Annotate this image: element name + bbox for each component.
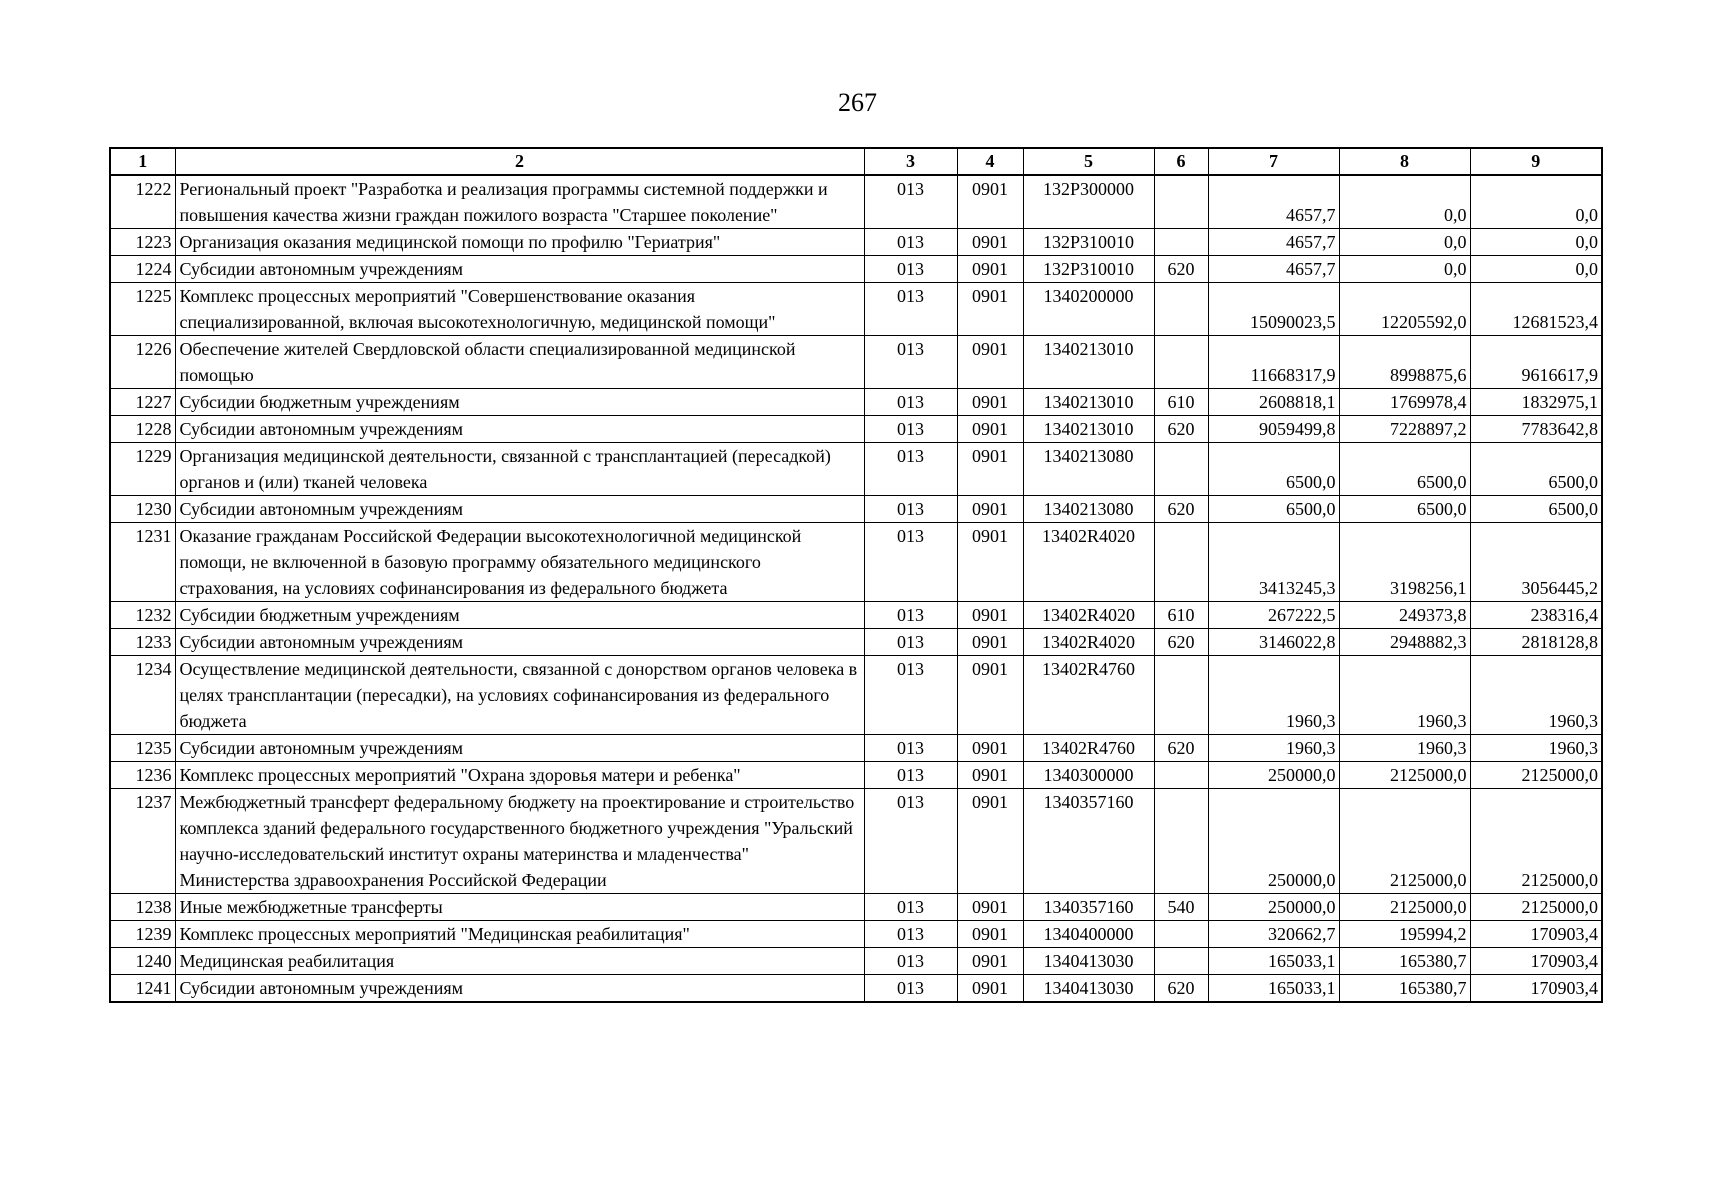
table-row (110, 921, 1602, 948)
cell-col-3: 013 (864, 894, 957, 921)
cell-col-5: 1340357160 (1023, 789, 1154, 894)
table-row (110, 762, 1602, 789)
table-row (110, 656, 1602, 735)
row-number: 1222 (110, 175, 175, 229)
table-row (110, 336, 1602, 389)
row-name: Оказание гражданам Российской Федерации высокотехнологичной медицинской помощи, не включенной в базовую программу обязательного медицинского страхования, на условиях софинансирования из федерального бюджета (175, 523, 864, 602)
cell-col-5: 1340213010 (1023, 416, 1154, 443)
cell-col-7: 6500,0 (1208, 496, 1339, 523)
row-name: Субсидии бюджетным учреждениям (175, 602, 864, 629)
cell-col-3: 013 (864, 948, 957, 975)
cell-col-9: 2125000,0 (1470, 762, 1602, 789)
cell-col-7: 3146022,8 (1208, 629, 1339, 656)
cell-col-3: 013 (864, 789, 957, 894)
cell-col-5: 1340413030 (1023, 975, 1154, 1003)
cell-col-3: 013 (864, 416, 957, 443)
cell-col-6 (1154, 523, 1208, 602)
cell-col-8: 2125000,0 (1339, 894, 1470, 921)
row-name: Субсидии автономным учреждениям (175, 629, 864, 656)
cell-col-9: 1960,3 (1470, 735, 1602, 762)
row-number: 1232 (110, 602, 175, 629)
cell-col-3: 013 (864, 735, 957, 762)
row-name: Субсидии автономным учреждениям (175, 975, 864, 1003)
cell-col-7: 15090023,5 (1208, 283, 1339, 336)
cell-col-8: 165380,7 (1339, 975, 1470, 1003)
cell-col-8: 2125000,0 (1339, 762, 1470, 789)
table-row (110, 948, 1602, 975)
cell-col-8: 6500,0 (1339, 443, 1470, 496)
row-name: Организация оказания медицинской помощи по профилю "Гериатрия" (175, 229, 864, 256)
cell-col-3: 013 (864, 523, 957, 602)
table-row (110, 975, 1602, 1003)
cell-col-5: 1340357160 (1023, 894, 1154, 921)
cell-col-9: 2818128,8 (1470, 629, 1602, 656)
budget-table (109, 147, 1603, 1003)
cell-col-4: 0901 (957, 256, 1023, 283)
row-name: Межбюджетный трансферт федеральному бюджету на проектирование и строительство комплекса зданий федерального государственного бюджетного учреждения "Уральский научно-исследовательский институт охраны материнства и младенчества" Министерства здравоохранения Российской Федерации (175, 789, 864, 894)
cell-col-5: 132P310010 (1023, 229, 1154, 256)
cell-col-4: 0901 (957, 894, 1023, 921)
cell-col-6: 540 (1154, 894, 1208, 921)
row-number: 1233 (110, 629, 175, 656)
cell-col-7: 4657,7 (1208, 175, 1339, 229)
row-name: Иные межбюджетные трансферты (175, 894, 864, 921)
cell-col-7: 250000,0 (1208, 762, 1339, 789)
cell-col-4: 0901 (957, 762, 1023, 789)
column-header: 8 (1339, 148, 1470, 175)
cell-col-8: 2125000,0 (1339, 789, 1470, 894)
cell-col-5: 1340213080 (1023, 443, 1154, 496)
table-row (110, 894, 1602, 921)
row-name: Субсидии автономным учреждениям (175, 416, 864, 443)
row-number: 1223 (110, 229, 175, 256)
cell-col-8: 165380,7 (1339, 948, 1470, 975)
cell-col-8: 2948882,3 (1339, 629, 1470, 656)
cell-col-8: 0,0 (1339, 175, 1470, 229)
cell-col-4: 0901 (957, 735, 1023, 762)
table-row (110, 523, 1602, 602)
row-name: Комплекс процессных мероприятий "Совершенствование оказания специализированной, включая высокотехнологичную, медицинской помощи" (175, 283, 864, 336)
cell-col-9: 0,0 (1470, 175, 1602, 229)
row-name: Комплекс процессных мероприятий "Охрана здоровья матери и ребенка" (175, 762, 864, 789)
cell-col-9: 238316,4 (1470, 602, 1602, 629)
cell-col-3: 013 (864, 175, 957, 229)
cell-col-8: 6500,0 (1339, 496, 1470, 523)
cell-col-6 (1154, 229, 1208, 256)
cell-col-5: 1340300000 (1023, 762, 1154, 789)
table-row (110, 789, 1602, 894)
cell-col-7: 11668317,9 (1208, 336, 1339, 389)
cell-col-8: 0,0 (1339, 229, 1470, 256)
cell-col-7: 2608818,1 (1208, 389, 1339, 416)
cell-col-7: 6500,0 (1208, 443, 1339, 496)
cell-col-6: 620 (1154, 256, 1208, 283)
table-row (110, 256, 1602, 283)
cell-col-6 (1154, 789, 1208, 894)
table-row (110, 175, 1602, 229)
cell-col-4: 0901 (957, 921, 1023, 948)
cell-col-5: 13402R4020 (1023, 629, 1154, 656)
cell-col-7: 1960,3 (1208, 656, 1339, 735)
table-row (110, 629, 1602, 656)
table-row (110, 443, 1602, 496)
row-name: Субсидии бюджетным учреждениям (175, 389, 864, 416)
cell-col-4: 0901 (957, 656, 1023, 735)
column-header: 5 (1023, 148, 1154, 175)
cell-col-5: 1340213010 (1023, 336, 1154, 389)
cell-col-6: 620 (1154, 496, 1208, 523)
cell-col-8: 1960,3 (1339, 656, 1470, 735)
cell-col-9: 12681523,4 (1470, 283, 1602, 336)
cell-col-6 (1154, 921, 1208, 948)
cell-col-4: 0901 (957, 283, 1023, 336)
cell-col-4: 0901 (957, 602, 1023, 629)
cell-col-5: 1340213010 (1023, 389, 1154, 416)
cell-col-9: 2125000,0 (1470, 894, 1602, 921)
table-row (110, 416, 1602, 443)
row-number: 1235 (110, 735, 175, 762)
cell-col-8: 249373,8 (1339, 602, 1470, 629)
column-header: 3 (864, 148, 957, 175)
cell-col-4: 0901 (957, 416, 1023, 443)
page-number: 267 (838, 88, 877, 117)
cell-col-3: 013 (864, 496, 957, 523)
cell-col-3: 013 (864, 389, 957, 416)
row-number: 1225 (110, 283, 175, 336)
cell-col-7: 250000,0 (1208, 894, 1339, 921)
cell-col-9: 170903,4 (1470, 921, 1602, 948)
cell-col-8: 1769978,4 (1339, 389, 1470, 416)
cell-col-9: 0,0 (1470, 229, 1602, 256)
cell-col-6 (1154, 283, 1208, 336)
cell-col-9: 7783642,8 (1470, 416, 1602, 443)
cell-col-3: 013 (864, 975, 957, 1003)
cell-col-5: 1340213080 (1023, 496, 1154, 523)
cell-col-4: 0901 (957, 229, 1023, 256)
cell-col-6 (1154, 656, 1208, 735)
row-number: 1228 (110, 416, 175, 443)
column-header: 2 (175, 148, 864, 175)
row-name: Обеспечение жителей Свердловской области специализированной медицинской помощью (175, 336, 864, 389)
column-header: 9 (1470, 148, 1602, 175)
cell-col-3: 013 (864, 629, 957, 656)
cell-col-6 (1154, 336, 1208, 389)
column-header: 4 (957, 148, 1023, 175)
column-header: 7 (1208, 148, 1339, 175)
cell-col-8: 7228897,2 (1339, 416, 1470, 443)
cell-col-6: 620 (1154, 975, 1208, 1003)
row-number: 1241 (110, 975, 175, 1003)
cell-col-3: 013 (864, 656, 957, 735)
cell-col-4: 0901 (957, 336, 1023, 389)
cell-col-7: 320662,7 (1208, 921, 1339, 948)
cell-col-3: 013 (864, 256, 957, 283)
cell-col-4: 0901 (957, 789, 1023, 894)
header-row (110, 148, 1602, 175)
cell-col-8: 12205592,0 (1339, 283, 1470, 336)
cell-col-3: 013 (864, 443, 957, 496)
cell-col-3: 013 (864, 921, 957, 948)
cell-col-5: 13402R4760 (1023, 656, 1154, 735)
cell-col-7: 267222,5 (1208, 602, 1339, 629)
cell-col-6: 620 (1154, 629, 1208, 656)
row-number: 1224 (110, 256, 175, 283)
table-body (110, 175, 1602, 1002)
cell-col-3: 013 (864, 762, 957, 789)
cell-col-7: 1960,3 (1208, 735, 1339, 762)
cell-col-5: 132P310010 (1023, 256, 1154, 283)
cell-col-5: 132P300000 (1023, 175, 1154, 229)
cell-col-4: 0901 (957, 443, 1023, 496)
row-number: 1236 (110, 762, 175, 789)
row-number: 1230 (110, 496, 175, 523)
cell-col-9: 170903,4 (1470, 975, 1602, 1003)
cell-col-7: 9059499,8 (1208, 416, 1339, 443)
row-number: 1229 (110, 443, 175, 496)
table-row (110, 283, 1602, 336)
column-header: 1 (110, 148, 175, 175)
row-number: 1226 (110, 336, 175, 389)
row-number: 1237 (110, 789, 175, 894)
cell-col-4: 0901 (957, 175, 1023, 229)
cell-col-5: 1340400000 (1023, 921, 1154, 948)
table-row (110, 735, 1602, 762)
cell-col-8: 195994,2 (1339, 921, 1470, 948)
cell-col-3: 013 (864, 602, 957, 629)
cell-col-6 (1154, 948, 1208, 975)
row-number: 1239 (110, 921, 175, 948)
row-name: Комплекс процессных мероприятий "Медицинская реабилитация" (175, 921, 864, 948)
cell-col-4: 0901 (957, 975, 1023, 1003)
cell-col-3: 013 (864, 229, 957, 256)
row-number: 1240 (110, 948, 175, 975)
cell-col-3: 013 (864, 336, 957, 389)
column-header: 6 (1154, 148, 1208, 175)
cell-col-6 (1154, 175, 1208, 229)
cell-col-7: 3413245,3 (1208, 523, 1339, 602)
row-name: Субсидии автономным учреждениям (175, 256, 864, 283)
cell-col-9: 2125000,0 (1470, 789, 1602, 894)
cell-col-9: 9616617,9 (1470, 336, 1602, 389)
table-row (110, 496, 1602, 523)
cell-col-9: 6500,0 (1470, 443, 1602, 496)
cell-col-4: 0901 (957, 948, 1023, 975)
cell-col-9: 0,0 (1470, 256, 1602, 283)
cell-col-5: 1340413030 (1023, 948, 1154, 975)
row-name: Осуществление медицинской деятельности, связанной с донорством органов человека в целях трансплантации (пересадки), на условиях софинансирования из федерального бюджета (175, 656, 864, 735)
cell-col-6: 610 (1154, 602, 1208, 629)
cell-col-5: 13402R4020 (1023, 602, 1154, 629)
cell-col-9: 1960,3 (1470, 656, 1602, 735)
cell-col-9: 3056445,2 (1470, 523, 1602, 602)
cell-col-4: 0901 (957, 496, 1023, 523)
cell-col-9: 170903,4 (1470, 948, 1602, 975)
cell-col-5: 13402R4020 (1023, 523, 1154, 602)
cell-col-7: 165033,1 (1208, 948, 1339, 975)
cell-col-8: 1960,3 (1339, 735, 1470, 762)
row-name: Медицинская реабилитация (175, 948, 864, 975)
row-number: 1234 (110, 656, 175, 735)
cell-col-4: 0901 (957, 629, 1023, 656)
cell-col-6: 620 (1154, 416, 1208, 443)
cell-col-4: 0901 (957, 389, 1023, 416)
cell-col-7: 165033,1 (1208, 975, 1339, 1003)
row-name: Субсидии автономным учреждениям (175, 735, 864, 762)
cell-col-7: 4657,7 (1208, 256, 1339, 283)
cell-col-8: 3198256,1 (1339, 523, 1470, 602)
table-row (110, 602, 1602, 629)
row-number: 1238 (110, 894, 175, 921)
row-number: 1227 (110, 389, 175, 416)
table-row (110, 389, 1602, 416)
cell-col-5: 13402R4760 (1023, 735, 1154, 762)
cell-col-6: 610 (1154, 389, 1208, 416)
row-name: Региональный проект "Разработка и реализация программы системной поддержки и повышения качества жизни граждан пожилого возраста "Старшее поколение" (175, 175, 864, 229)
row-name: Организация медицинской деятельности, связанной с трансплантацией (пересадкой) органов и (или) тканей человека (175, 443, 864, 496)
cell-col-6 (1154, 762, 1208, 789)
cell-col-4: 0901 (957, 523, 1023, 602)
cell-col-6 (1154, 443, 1208, 496)
table-row (110, 229, 1602, 256)
cell-col-6: 620 (1154, 735, 1208, 762)
cell-col-7: 4657,7 (1208, 229, 1339, 256)
row-number: 1231 (110, 523, 175, 602)
row-name: Субсидии автономным учреждениям (175, 496, 864, 523)
cell-col-5: 1340200000 (1023, 283, 1154, 336)
cell-col-3: 013 (864, 283, 957, 336)
cell-col-8: 8998875,6 (1339, 336, 1470, 389)
cell-col-9: 6500,0 (1470, 496, 1602, 523)
cell-col-9: 1832975,1 (1470, 389, 1602, 416)
cell-col-8: 0,0 (1339, 256, 1470, 283)
cell-col-7: 250000,0 (1208, 789, 1339, 894)
